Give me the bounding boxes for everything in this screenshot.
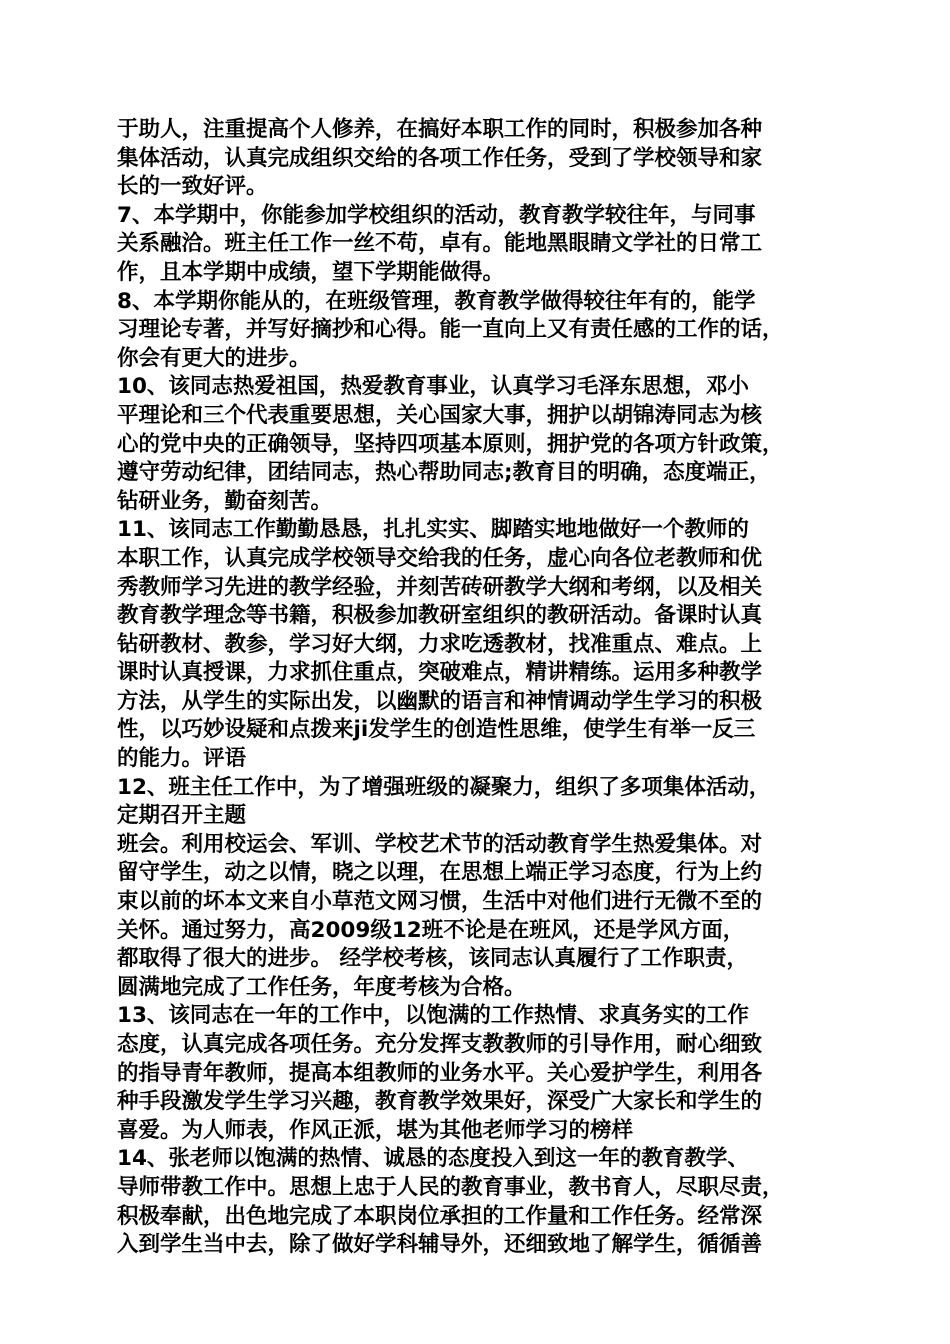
text-line: 8、本学期你能从的，在班级管理，教育教学做得较往年有的，能学 [117,288,756,314]
text-line: 种手段激发学生学习兴趣，教育教学效果好，深受广大家长和学生的 [117,1089,763,1115]
text-line: 导师带教工作中。思想上忠于人民的教育事业，教书育人，尽职尽责， [117,1174,784,1200]
text-line: 于助人，注重提高个人修养，在搞好本职工作的同时，积极参加各种 [117,117,763,142]
text-line: 秀教师学习先进的教学经验，并刻苦砖研教学大纲和考纲，以及相关 [117,574,763,600]
text-line: 态度，认真完成各项任务。充分发挥支教教师的引导作用，耐心细致 [117,1032,763,1057]
text-line: 圆满地完成了工作任务，年度考核为合格。 [117,974,526,1000]
text-line: 本职工作，认真完成学校领导交给我的任务，虚心向各位老教师和优 [117,545,763,571]
text-line: 平理论和三个代表重要思想，关心国家大事，拥护以胡锦涛同志为核 [117,402,763,428]
document-body [117,116,839,1260]
text-line: 关系融洽。班主任工作一丝不苟，卓有。能地黑眼睛文学社的日常工 [117,231,763,257]
text-line: 13、该同志在一年的工作中，以饱满的工作热情、求真务实的工作 [117,1003,749,1029]
text-line: 的能力。评语 [117,746,247,772]
text-line: 遵守劳动纪律，团结同志，热心帮助同志;教育目的明确，态度端正， [117,460,771,486]
text-line: 积极奉献，出色地完成了本职岗位承担的工作量和工作任务。经常深 [117,1203,763,1229]
text-line: 长的一致好评。 [117,174,268,200]
text-line: 入到学生当中去，除了做好学科辅导外，还细致地了解学生，循循善 [117,1232,763,1258]
text-line: 钻研教材、教参，学习好大纲，力求吃透教材，找准重点、难点。上 [117,631,763,657]
text-line: 班会。利用校运会、军训、学校艺术节的活动教育学生热爱集体。对 [117,831,763,857]
text-line: 定期召开主题 [117,803,247,829]
text-line: 作，且本学期中成绩，望下学期能做得。 [117,259,505,285]
text-line: 12、班主任工作中，为了增强班级的凝聚力，组织了多项集体活动， [117,774,771,800]
text-line: 的指导青年教师，提高本组教师的业务水平。关心爱护学生，利用各 [117,1060,763,1086]
text-line: 10、该同志热爱祖国，热爱教育事业，认真学习毛泽东思想，邓小 [117,374,749,400]
text-line: 11、该同志工作勤勤恳恳，扎扎实实、脚踏实地地做好一个教师的 [117,517,749,543]
text-line: 14、张老师以饱满的热情、诚恳的态度投入到这一年的教育教学、 [117,1146,749,1172]
text-line: 都取得了很大的进步。 经学校考核，该同志认真履行了工作职责， [117,946,748,972]
text-line: 关怀。通过努力，高2009级12班不论是在班风，还是学风方面， [117,917,745,943]
text-line: 课时认真授课，力求抓住重点，突破难点，精讲精练。运用多种教学 [117,660,763,686]
text-line: 教育教学理念等书籍，积极参加教研室组织的教研活动。备课时认真 [117,603,763,629]
text-line: 钻研业务，勤奋刻苦。 [117,488,333,514]
text-line: 你会有更大的进步。 [117,345,311,371]
text-line: 性，以巧妙设疑和点拨来ji发学生的创造性思维，使学生有举一反三 [117,717,756,743]
text-line: 习理论专著，并写好摘抄和心得。能一直向上又有责任感的工作的话， [117,317,784,343]
text-line: 集体活动，认真完成组织交给的各项工作任务，受到了学校领导和家 [117,145,763,171]
text-line: 7、本学期中，你能参加学校组织的活动，教育教学较往年，与同事 [117,202,756,228]
text-line: 喜爱。为人师表，作风正派，堪为其他老师学习的榜样 [117,1117,634,1143]
text-line: 束以前的坏本文来自小草范文网习惯，生活中对他们进行无微不至的 [117,889,763,915]
text-line: 心的党中央的正确领导，坚持四项基本原则，拥护党的各项方针政策， [117,431,784,457]
text-line: 方法，从学生的实际出发，以幽默的语言和神情调动学生学习的积极 [117,688,763,714]
text-line: 留守学生，动之以情，晓之以理，在思想上端正学习态度，行为上约 [117,860,763,886]
